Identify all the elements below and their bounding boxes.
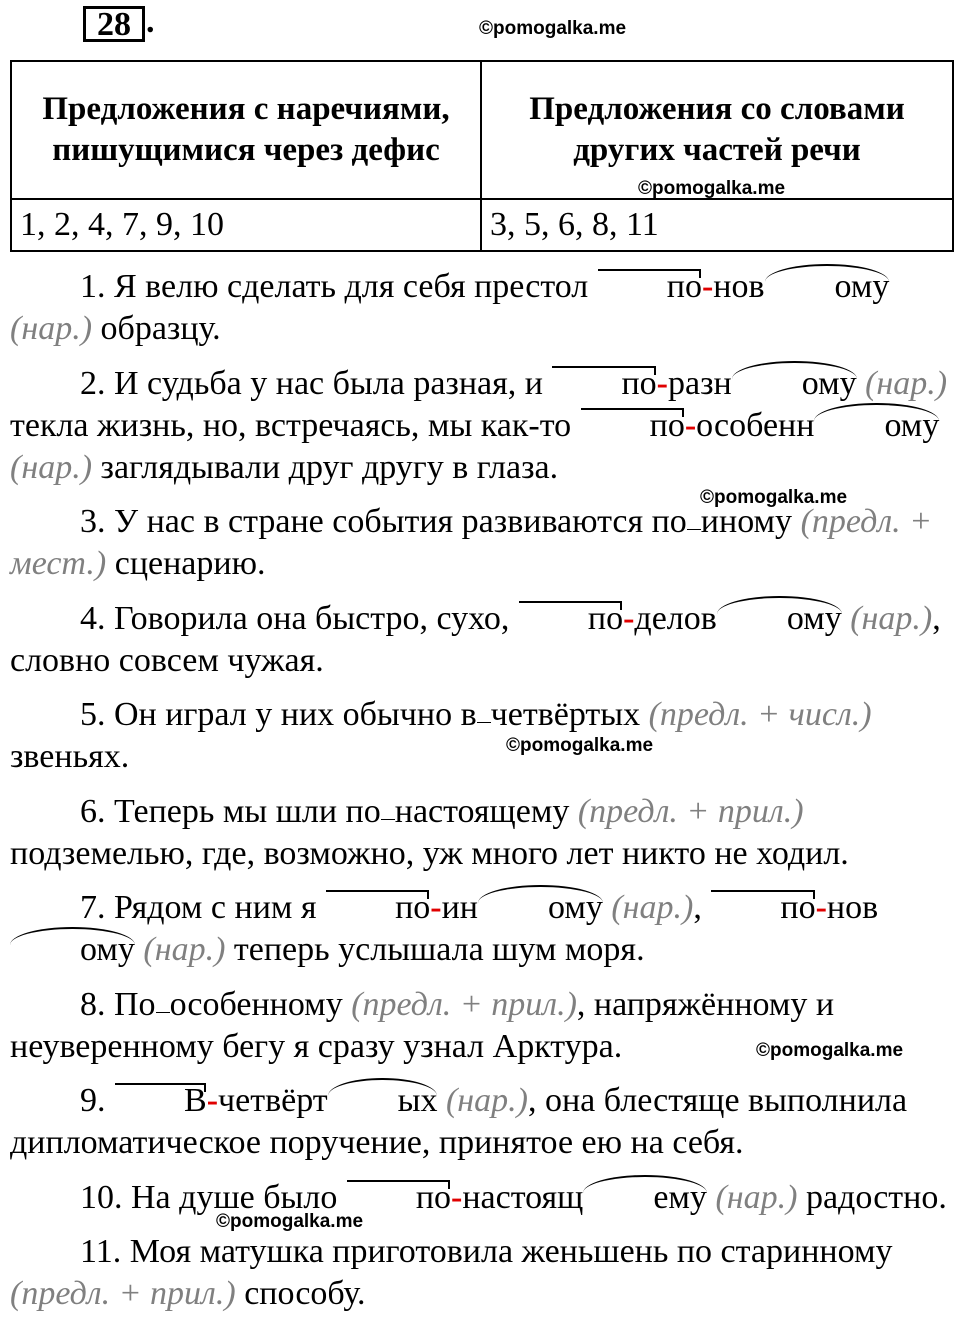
pos-label: (нар.) — [611, 889, 694, 926]
space-mark — [156, 1012, 170, 1013]
hyphen-mark: - — [701, 268, 714, 305]
text: 7. Рядом с ним я — [80, 889, 326, 926]
table-value-other: 3, 5, 6, 8, 11 — [481, 199, 953, 251]
hyphen-mark: - — [684, 406, 697, 444]
text: иному — [700, 503, 793, 540]
suffix-mark: ому — [765, 266, 890, 308]
suffix-mark: ому — [10, 929, 135, 971]
hyphen-mark: - — [656, 364, 668, 402]
text: подземелью, где, возможно, уж много лет никто не ходил. — [10, 834, 849, 872]
prefix-mark: по — [710, 887, 815, 929]
text: нов — [713, 268, 765, 305]
text: особенн — [696, 406, 815, 444]
suffix-mark: ому — [814, 405, 939, 447]
suffix-mark: ому — [478, 887, 603, 929]
text: 8. По — [80, 985, 156, 1023]
pos-label: (предл. + числ.) — [648, 696, 872, 733]
hyphen-mark: - — [815, 889, 827, 926]
sentence-1 — [10, 266, 955, 350]
text: теперь услышала шум моря. — [233, 931, 645, 968]
text: способу. — [235, 1275, 366, 1312]
hyphen-mark: - — [430, 889, 442, 926]
sentence-5 — [10, 694, 955, 778]
watermark: ©pomogalka.me — [638, 178, 786, 199]
sentence-2 — [10, 363, 955, 489]
table-header-other: Предложения со словами других частей речи — [481, 61, 953, 199]
space-mark — [381, 819, 395, 820]
sentence-3 — [10, 501, 955, 585]
watermark: ©pomogalka.me — [479, 18, 627, 39]
hyphen-mark: - — [451, 1178, 463, 1216]
text: звеньях. — [10, 738, 130, 775]
text: разн — [668, 364, 732, 402]
prefix-mark: по — [597, 266, 702, 308]
sentence-7 — [10, 887, 955, 971]
hyphen-mark: - — [206, 1082, 219, 1119]
prefix-mark: по — [325, 887, 430, 929]
text: ин — [441, 889, 478, 926]
pos-label: (предл. + прил.) — [10, 1275, 236, 1312]
exercise-number: 28 — [83, 6, 145, 42]
suffix-mark: ему — [583, 1177, 707, 1219]
suffix-mark: ому — [717, 598, 842, 640]
text: четвёрт — [218, 1082, 328, 1119]
text: радостно. — [797, 1178, 947, 1216]
prefix-mark: по — [518, 598, 623, 640]
text: 2. И судьба у нас была разная, и — [80, 364, 552, 402]
pos-label: (нар.) — [143, 931, 226, 968]
space-mark — [477, 722, 491, 723]
text: 6. Теперь мы шли по — [80, 792, 381, 830]
text: 11. Моя матушка приготовила женьшень по старинному — [80, 1233, 893, 1270]
suffix-mark: ых — [328, 1080, 438, 1122]
text: нов — [826, 889, 879, 926]
pos-label: (нар.) — [10, 310, 93, 347]
text: заглядывали друг другу в глаза. — [100, 448, 559, 486]
pos-label: (предл. + прил.) — [577, 792, 804, 830]
pos-label: (нар.) — [715, 1178, 798, 1216]
text: 9. — [80, 1082, 114, 1119]
sentence-6 — [10, 791, 955, 875]
suffix-mark: ому — [732, 363, 857, 405]
text: 4. Говорила она быстро, сухо, — [80, 599, 518, 637]
text: , — [693, 889, 711, 926]
text: четвёртых — [490, 696, 641, 733]
pos-label: (предл. + мест.) — [10, 503, 933, 582]
text: настоящему — [394, 792, 570, 830]
table-value-hyphen: 1, 2, 4, 7, 9, 10 — [11, 199, 481, 251]
table-header-hyphen: Предложения с наречиями, пишущимися через дефис — [11, 61, 481, 199]
exercise-number-dot: . — [146, 3, 155, 40]
text: особенному — [169, 985, 343, 1023]
prefix-mark: В — [114, 1080, 207, 1122]
text: 1. Я велю сделать для себя престол — [80, 268, 597, 305]
text: , напряжённому и неуверенному бегу я сразу узнал Арктура. — [10, 985, 835, 1065]
text: , — [932, 599, 941, 637]
sentence-10 — [10, 1177, 955, 1219]
space-mark — [687, 529, 701, 530]
pos-label: (нар.) — [865, 364, 948, 402]
text: 5. Он играл у них обычно в — [80, 696, 477, 733]
pos-label: (нар.) — [10, 448, 93, 486]
watermark: ©pomogalka.me — [506, 735, 654, 756]
sentence-11 — [10, 1231, 955, 1315]
text: словно совсем чужая. — [10, 641, 324, 679]
text: образцу. — [100, 310, 221, 347]
prefix-mark: по — [580, 405, 685, 447]
sentences — [10, 266, 955, 1328]
pos-label: (нар.) — [850, 599, 933, 637]
text: настоящ — [462, 1178, 584, 1216]
pos-label: (предл. + прил.) — [351, 985, 577, 1023]
text: 10. На душе было — [80, 1178, 346, 1216]
hyphen-mark: - — [623, 599, 635, 637]
prefix-mark: по — [346, 1177, 451, 1219]
sentence-4 — [10, 598, 955, 682]
pos-label: (нар.) — [445, 1082, 528, 1119]
sentence-9 — [10, 1080, 955, 1164]
watermark: ©pomogalka.me — [700, 487, 848, 508]
text: текла жизнь, но, встречаясь, мы как-то — [10, 406, 580, 444]
watermark: ©pomogalka.me — [756, 1040, 904, 1061]
text: делов — [634, 599, 717, 637]
watermark: ©pomogalka.me — [216, 1211, 364, 1232]
classification-table — [10, 60, 954, 252]
text: 3. У нас в стране события развиваются по — [80, 503, 687, 540]
prefix-mark: по — [551, 363, 656, 405]
text: , она блестяще выполнила дипломатическое поручение, принятое ею на себя. — [10, 1082, 908, 1161]
text: сценарию. — [114, 545, 266, 582]
